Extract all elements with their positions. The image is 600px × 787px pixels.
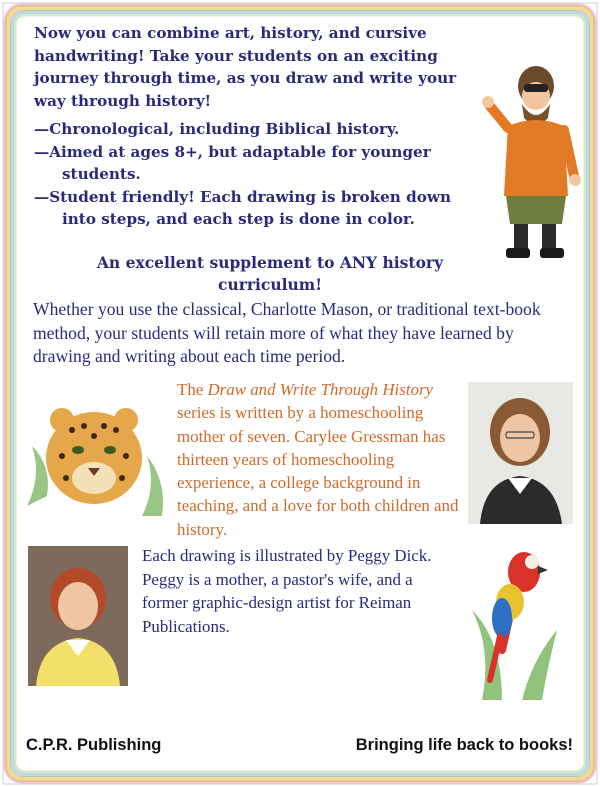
intro-line: journey through time, as you draw and write your <box>34 69 457 87</box>
author-photo <box>468 382 573 524</box>
feature-item: —Student friendly! Each drawing is broken down into steps, and each step is done in color. <box>34 187 452 228</box>
feature-list <box>34 118 464 231</box>
leopard-illustration <box>22 386 167 526</box>
intro-line: way through history! <box>34 91 212 110</box>
author-bio-text: series is written by a homeschooling mother of seven. Carylee Gressman has thirteen years of homeschooling experience, a college background in teaching, and a love for both children and history. <box>177 403 459 539</box>
series-title: Draw and Write Through History <box>207 380 434 399</box>
method-paragraph: Whether you use the classical, Charlotte Mason, or traditional text-book method, your students will retain more of what they have learned by drawing and writing about each time period. <box>33 299 541 367</box>
author-bio-prefix: The <box>177 380 208 399</box>
illustrator-bio: Each drawing is illustrated by Peggy Dick. Peggy is a mother, a pastor's wife, and a former graphic-design artist for Reiman Publications. <box>142 546 432 636</box>
publisher-name: C.P.R. Publishing <box>26 736 162 754</box>
feature-item: —Aimed at ages 8+, but adaptable for younger students. <box>34 142 431 183</box>
explorer-mascot-illustration <box>478 56 588 266</box>
author-bio <box>177 378 467 541</box>
supplement-heading: An excellent supplement to ANY history curriculum! <box>96 253 444 294</box>
intro-line: handwriting! Take your students on an exciting <box>34 46 438 65</box>
intro-line: Now you can combine art, history, and cursive <box>34 24 427 42</box>
parrots-illustration <box>462 540 572 700</box>
illustrator-photo <box>28 546 128 686</box>
intro-paragraph <box>34 22 484 112</box>
publisher-tagline: Bringing life back to books! <box>355 736 573 754</box>
feature-item: —Chronological, including Biblical history. <box>34 120 400 138</box>
